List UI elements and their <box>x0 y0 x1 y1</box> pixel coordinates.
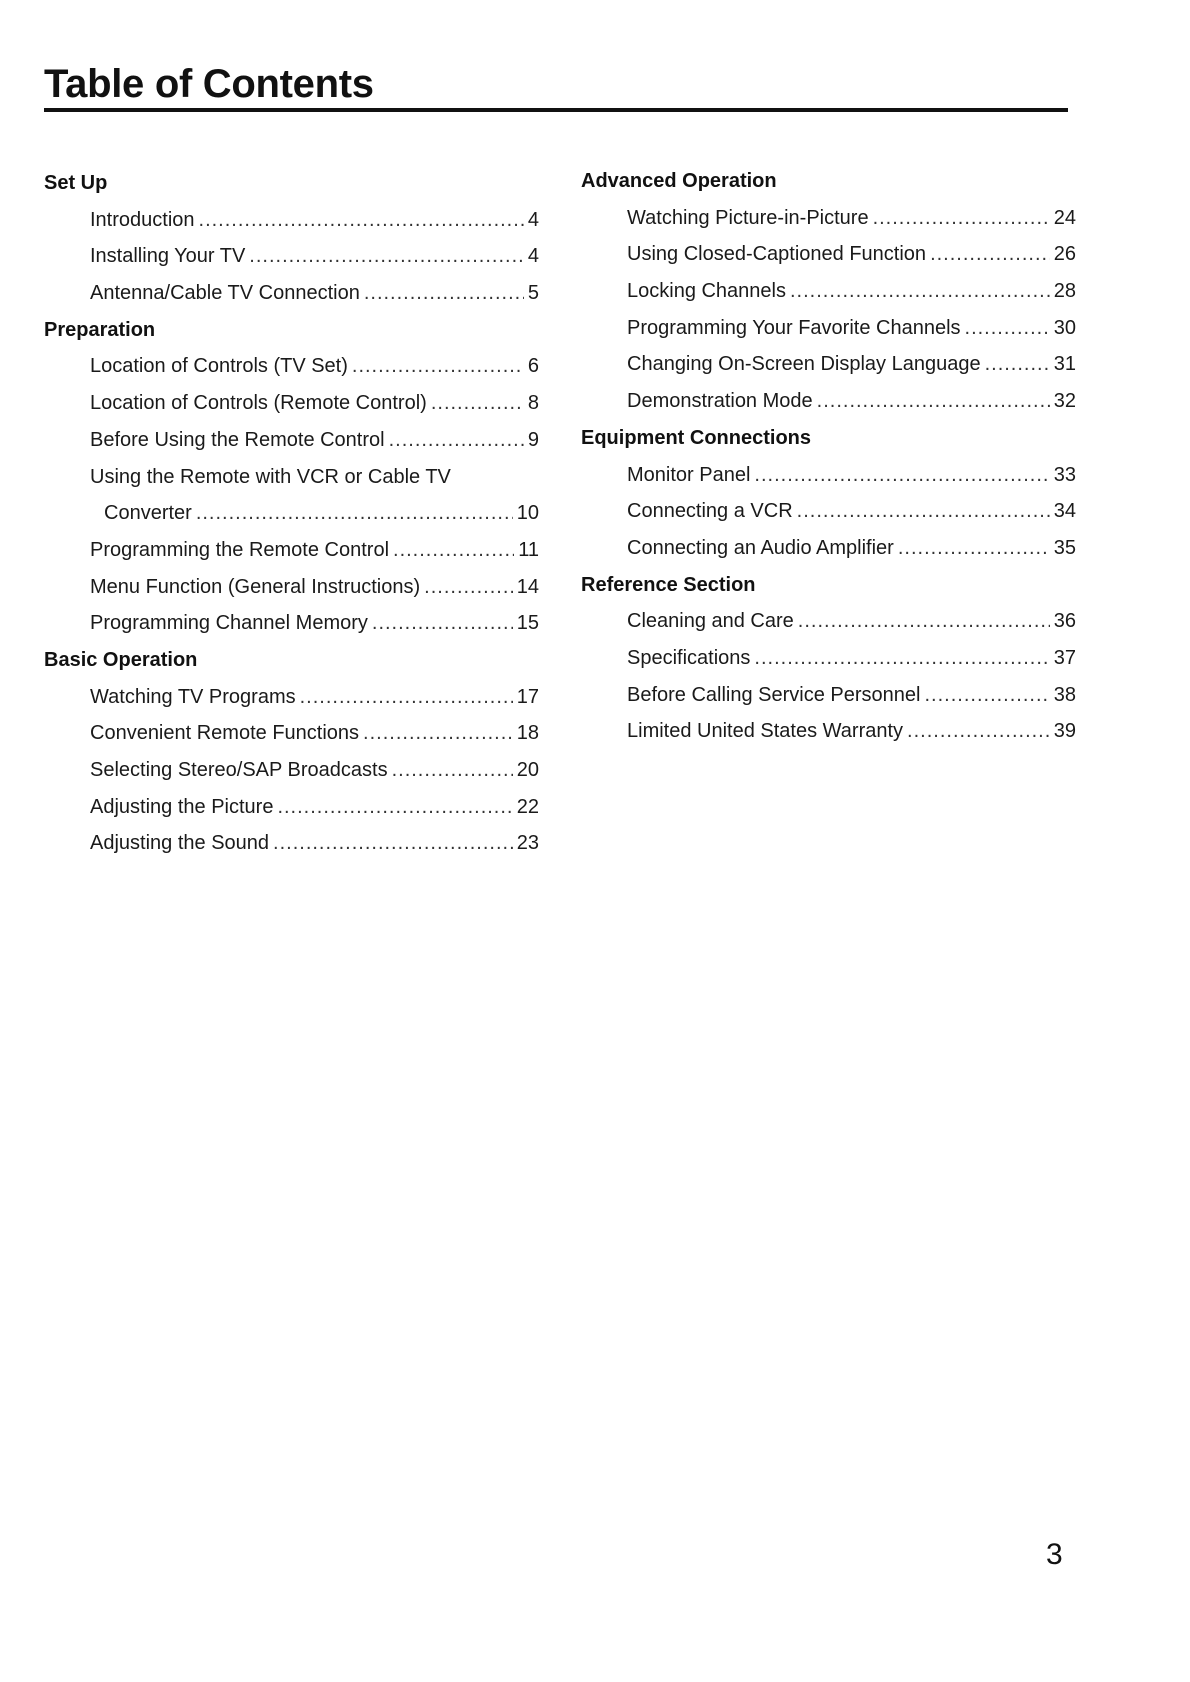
toc-entry[interactable] <box>581 493 1076 530</box>
toc-entry[interactable] <box>44 459 539 496</box>
section-heading-basic-operation: Basic Operation <box>44 648 198 671</box>
toc-entry-label: Installing Your TV <box>90 245 246 268</box>
toc-entry-label: Limited United States Warranty <box>627 720 904 743</box>
page-number: 3 <box>1046 1538 1063 1571</box>
toc-entry-label: Programming Your Favorite Channels <box>627 316 961 339</box>
toc-entry-page: 9 <box>527 428 539 451</box>
toc-entry-page: 26 <box>1053 243 1076 266</box>
dot-leader <box>199 202 524 239</box>
toc-entry-page: 4 <box>527 208 539 231</box>
toc-entry-page: 17 <box>516 685 539 708</box>
dot-leader <box>393 532 514 569</box>
toc-entry-label: Using Closed-Captioned Function <box>627 243 927 266</box>
toc-entry-label: Using the Remote with VCR or Cable TV <box>90 465 451 488</box>
toc-entry-page: 30 <box>1053 316 1076 339</box>
toc-entry-page: 35 <box>1053 536 1076 559</box>
toc-entry-page: 37 <box>1053 646 1076 669</box>
toc-entry-label: Menu Function (General Instructions) <box>90 575 421 598</box>
section-heading-set-up: Set Up <box>44 172 108 194</box>
dot-leader <box>277 789 512 826</box>
toc-entry-label: Adjusting the Sound <box>90 832 270 855</box>
toc-entry[interactable] <box>581 383 1076 420</box>
section-heading-equipment-connections: Equipment Connections <box>581 426 811 449</box>
toc-entry-label: Convenient Remote Functions <box>90 722 360 745</box>
toc-entry-label: Before Using the Remote Control <box>90 428 385 451</box>
dot-leader <box>790 273 1050 310</box>
toc-entry[interactable] <box>44 348 539 385</box>
toc-entry[interactable] <box>581 677 1076 714</box>
toc-entry[interactable] <box>44 238 539 275</box>
dot-leader <box>352 348 524 385</box>
toc-entry[interactable] <box>581 200 1076 237</box>
toc-entry-label: Programming the Remote Control <box>90 538 390 561</box>
toc-entry-page: 8 <box>527 392 539 415</box>
dot-leader <box>930 236 1050 273</box>
toc-entry[interactable] <box>581 457 1076 494</box>
toc-entry-page: 14 <box>516 575 539 598</box>
toc-entry[interactable] <box>581 530 1076 567</box>
toc-entry[interactable] <box>44 385 539 422</box>
toc-entry-page: 15 <box>516 612 539 635</box>
dot-leader <box>196 495 513 532</box>
toc-entry-label: Cleaning and Care <box>627 610 794 633</box>
dot-leader <box>300 679 513 716</box>
dot-leader <box>754 640 1049 677</box>
dot-leader <box>431 385 524 422</box>
toc-entry-label: Watching TV Programs <box>90 685 296 708</box>
dot-leader <box>754 457 1049 494</box>
dot-leader <box>363 715 513 752</box>
title-rule <box>44 108 1068 112</box>
dot-leader <box>925 677 1050 714</box>
toc-entry-page: 31 <box>1053 353 1076 376</box>
toc-entry[interactable] <box>44 752 539 789</box>
toc-entry-label: Connecting a VCR <box>627 500 793 523</box>
toc-entry[interactable] <box>44 495 539 532</box>
toc-entry-label: Specifications <box>627 646 751 669</box>
toc-right-column <box>581 163 1076 750</box>
toc-entry-label: Monitor Panel <box>627 463 751 486</box>
toc-entry-page: 10 <box>516 502 539 525</box>
toc-entry-label: Changing On-Screen Display Language <box>627 353 981 376</box>
toc-left-column <box>44 165 539 862</box>
toc-entry-label: Watching Picture-in-Picture <box>627 206 869 229</box>
dot-leader <box>985 346 1050 383</box>
toc-entry[interactable] <box>44 422 539 459</box>
toc-entry-label: Converter <box>104 502 192 525</box>
section-heading-preparation: Preparation <box>44 318 156 341</box>
toc-entry-page: 4 <box>527 245 539 268</box>
section-heading-reference-section: Reference Section <box>581 573 756 596</box>
toc-entry[interactable] <box>44 202 539 239</box>
toc-entry[interactable] <box>44 715 539 752</box>
toc-entry-label: Introduction <box>90 208 195 231</box>
toc-entry-page: 28 <box>1053 280 1076 303</box>
page-title: Table of Contents <box>44 62 374 106</box>
toc-entry-page: 34 <box>1053 500 1076 523</box>
toc-entry[interactable] <box>44 825 539 862</box>
toc-entry-page: 11 <box>518 538 539 561</box>
dot-leader <box>372 605 513 642</box>
dot-leader <box>907 713 1050 750</box>
toc-entry-label: Selecting Stereo/SAP Broadcasts <box>90 759 388 781</box>
dot-leader <box>273 825 513 862</box>
toc-entry[interactable] <box>581 273 1076 310</box>
toc-entry-page: 23 <box>516 832 539 855</box>
toc-entry-page: 32 <box>1053 390 1076 413</box>
toc-entry[interactable] <box>44 789 539 826</box>
toc-entry-label: Programming Channel Memory <box>90 612 368 635</box>
toc-entry-page: 6 <box>527 355 539 378</box>
toc-entry[interactable] <box>44 679 539 716</box>
toc-entry-page: 5 <box>527 282 539 305</box>
dot-leader <box>873 200 1050 237</box>
toc-entry-page: 18 <box>516 722 539 745</box>
toc-entry-label: Location of Controls (TV Set) <box>90 355 348 378</box>
toc-entry-page: 38 <box>1053 683 1076 706</box>
toc-entry[interactable] <box>44 275 539 312</box>
toc-entry-page: 36 <box>1053 610 1076 633</box>
toc-entry-label: Connecting an Audio Amplifier <box>627 536 894 559</box>
toc-entry-page: 20 <box>516 759 539 781</box>
toc-entry[interactable] <box>581 310 1076 347</box>
toc-entry[interactable] <box>581 236 1076 273</box>
toc-entry[interactable] <box>44 569 539 606</box>
toc-entry-page: 39 <box>1053 720 1076 743</box>
dot-leader <box>898 530 1050 567</box>
toc-entry-page: 22 <box>516 795 539 818</box>
toc-entry[interactable] <box>581 346 1076 383</box>
dot-leader <box>965 310 1050 347</box>
dot-leader <box>392 752 513 789</box>
dot-leader <box>424 569 513 606</box>
dot-leader <box>798 603 1050 640</box>
dot-leader <box>389 422 524 459</box>
toc-entry-label: Locking Channels <box>627 280 786 303</box>
toc-entry[interactable] <box>581 640 1076 677</box>
dot-leader <box>797 493 1050 530</box>
toc-entry[interactable] <box>44 532 539 569</box>
toc-entry[interactable] <box>44 605 539 642</box>
toc-entry-page: 24 <box>1053 206 1076 229</box>
toc-entry-page: 33 <box>1053 463 1076 486</box>
toc-entry[interactable] <box>581 603 1076 640</box>
dot-leader <box>249 238 524 275</box>
toc-entry-label: Demonstration Mode <box>627 390 813 413</box>
section-heading-advanced-operation: Advanced Operation <box>581 170 777 192</box>
toc-entry-label: Location of Controls (Remote Control) <box>90 392 427 415</box>
dot-leader <box>817 383 1050 420</box>
toc-entry-label: Antenna/Cable TV Connection <box>90 282 360 305</box>
toc-entry-label: Adjusting the Picture <box>90 795 274 818</box>
dot-leader <box>364 275 524 312</box>
toc-entry-label: Before Calling Service Personnel <box>627 683 921 706</box>
toc-entry[interactable] <box>581 713 1076 750</box>
